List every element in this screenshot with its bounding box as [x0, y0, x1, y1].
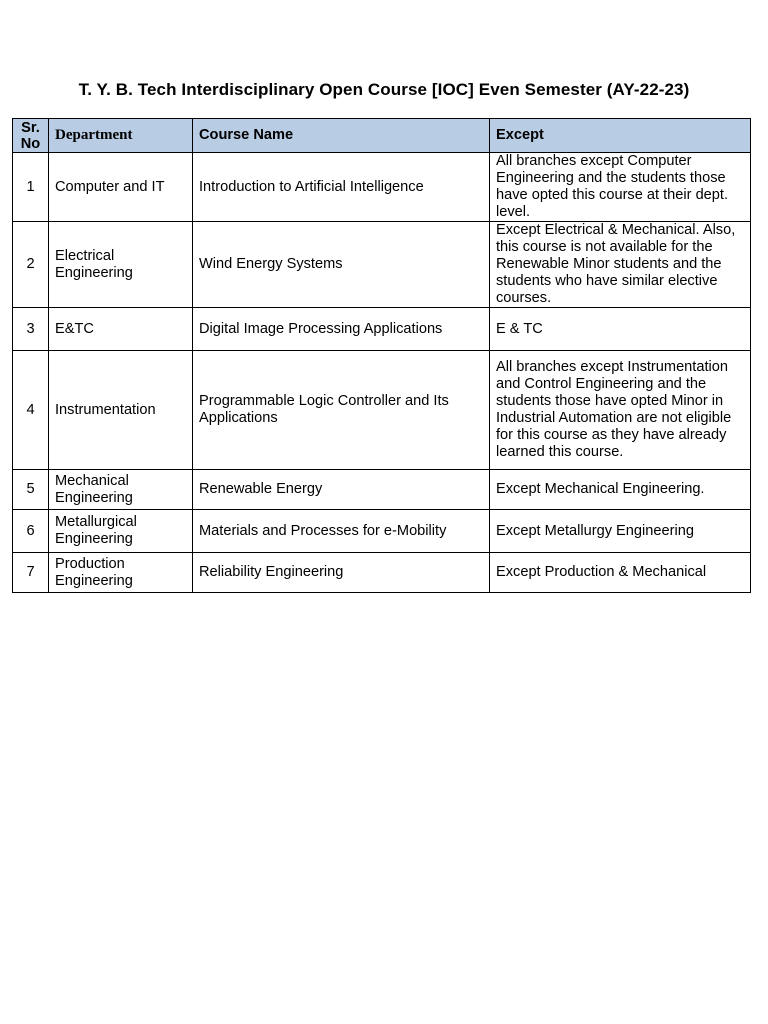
cell-except: Except Production & Mechanical [490, 553, 751, 593]
cell-except: All branches except Instrumentation and Control Engineering and the students those have opted Minor in Industrial Automation are not eligible for this course as they have already learned this course. [490, 351, 751, 470]
cell-except: All branches except Computer Engineering and the students those have opted this course at their dept. level. [490, 153, 751, 222]
cell-except: Except Electrical & Mechanical. Also, this course is not available for the Renewable Minor students and the students who have similar elective courses. [490, 222, 751, 308]
cell-sr-no: 4 [13, 351, 49, 470]
cell-course-name: Programmable Logic Controller and Its Applications [193, 351, 490, 470]
cell-sr-no: 6 [13, 510, 49, 553]
table-row [13, 510, 751, 553]
cell-sr-no: 5 [13, 470, 49, 510]
cell-department: Instrumentation [49, 351, 193, 470]
cell-except: Except Metallurgy Engineering [490, 510, 751, 553]
document-title: T. Y. B. Tech Interdisciplinary Open Course [IOC] Even Semester (AY-22-23) [78, 80, 690, 99]
cell-department: Computer and IT [49, 153, 193, 222]
cell-course-name: Introduction to Artificial Intelligence [193, 153, 490, 222]
cell-except: E & TC [490, 308, 751, 351]
cell-course-name: Materials and Processes for e-Mobility [193, 510, 490, 553]
cell-sr-no: 1 [13, 153, 49, 222]
cell-course-name: Digital Image Processing Applications [193, 308, 490, 351]
header-except: Except [490, 119, 751, 153]
cell-course-name: Reliability Engineering [193, 553, 490, 593]
header-course-name: Course Name [193, 119, 490, 153]
cell-sr-no: 7 [13, 553, 49, 593]
table-row [13, 308, 751, 351]
cell-course-name: Wind Energy Systems [193, 222, 490, 308]
table-row [13, 553, 751, 593]
cell-department: Production Engineering [49, 553, 193, 593]
cell-department: Mechanical Engineering [49, 470, 193, 510]
ioc-course-table [12, 118, 751, 593]
cell-sr-no: 2 [13, 222, 49, 308]
cell-department: E&TC [49, 308, 193, 351]
table-row [13, 153, 751, 222]
cell-department: Electrical Engineering [49, 222, 193, 308]
table-row [13, 222, 751, 308]
table-header-row [13, 119, 751, 153]
header-department: Department [49, 119, 193, 153]
header-sr-no: Sr. No [13, 119, 49, 153]
table-row [13, 351, 751, 470]
cell-except: Except Mechanical Engineering. [490, 470, 751, 510]
cell-course-name: Renewable Energy [193, 470, 490, 510]
cell-sr-no: 3 [13, 308, 49, 351]
table-row [13, 470, 751, 510]
cell-department: Metallurgical Engineering [49, 510, 193, 553]
